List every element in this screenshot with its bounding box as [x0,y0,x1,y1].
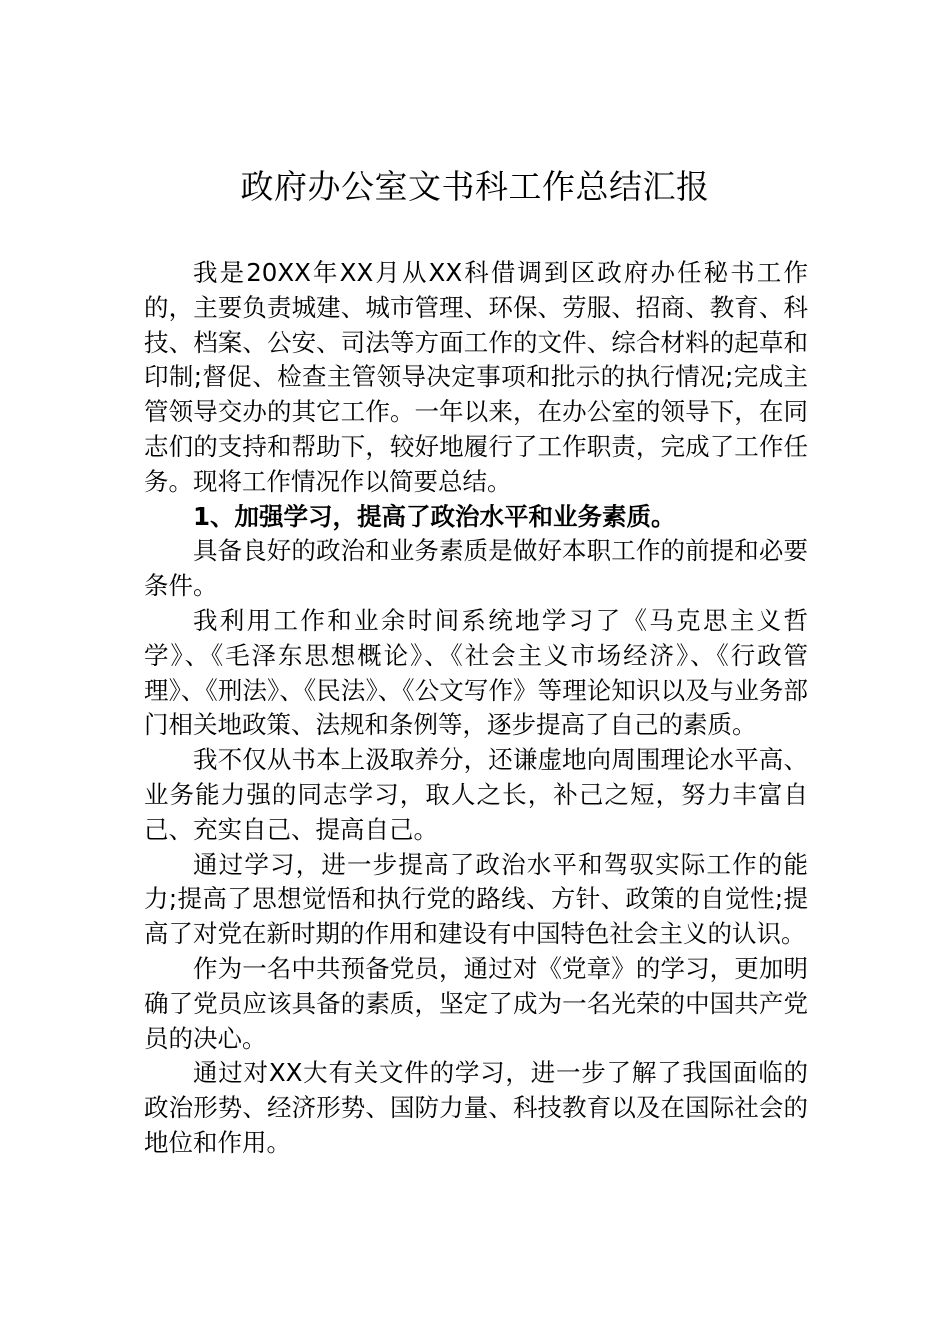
document-title: 政府办公室文书科工作总结汇报 [240,167,710,206]
paragraph-improvements: 通过学习，进一步提高了政治水平和驾驭实际工作的能力;提高了思想觉悟和执行党的路线、方针、政策的自觉性;提高了对党在新时期的作用和建设有中国特色社会主义的认识。 [144,849,808,949]
paragraph-learn-colleagues: 我不仅从书本上汲取养分，还谦虚地向周围理论水平高、业务能力强的同志学习，取人之长，补己之短，努力丰富自己、充实自己、提高自己。 [144,745,808,844]
document-body [144,256,808,1161]
paragraph-intro: 我是20XX年XX月从XX科借调到区政府办任秘书工作的，主要负责城建、城市管理、环保、劳服、招商、教育、科技、档案、公安、司法等方面工作的文件、综合材料的起草和印制;督促、检查主管领导决定事项和批示的执行情况;完成主管领导交办的其它工作。一年以来，在办公室的领导下，在同志们的支持和帮助下，较好地履行了工作职责，完成了工作任务。现将工作情况作以简要总结。 [144,258,808,496]
section-heading-1: 1、加强学习，提高了政治水平和业务素质。 [193,501,676,531]
paragraph-congress-study: 通过对XX大有关文件的学习，进一步了解了我国面临的政治形势、经济形势、国防力量、科技教育以及在国际社会的地位和作用。 [144,1058,808,1157]
paragraph-party-member: 作为一名中共预备党员，通过对《党章》的学习，更加明确了党员应该具备的素质，坚定了成为一名光荣的中国共产党员的决心。 [144,953,808,1053]
paragraph-quality: 具备良好的政治和业务素质是做好本职工作的前提和必要条件。 [144,536,808,601]
paragraph-study-books: 我利用工作和业余时间系统地学习了《马克思主义哲学》、《毛泽东思想概论》、《社会主义市场经济》、《行政管理》、《刑法》、《民法》、《公文写作》等理论知识以及与业务部门相关地政策、法规和条例等，逐步提高了自己的素质。 [144,605,808,740]
